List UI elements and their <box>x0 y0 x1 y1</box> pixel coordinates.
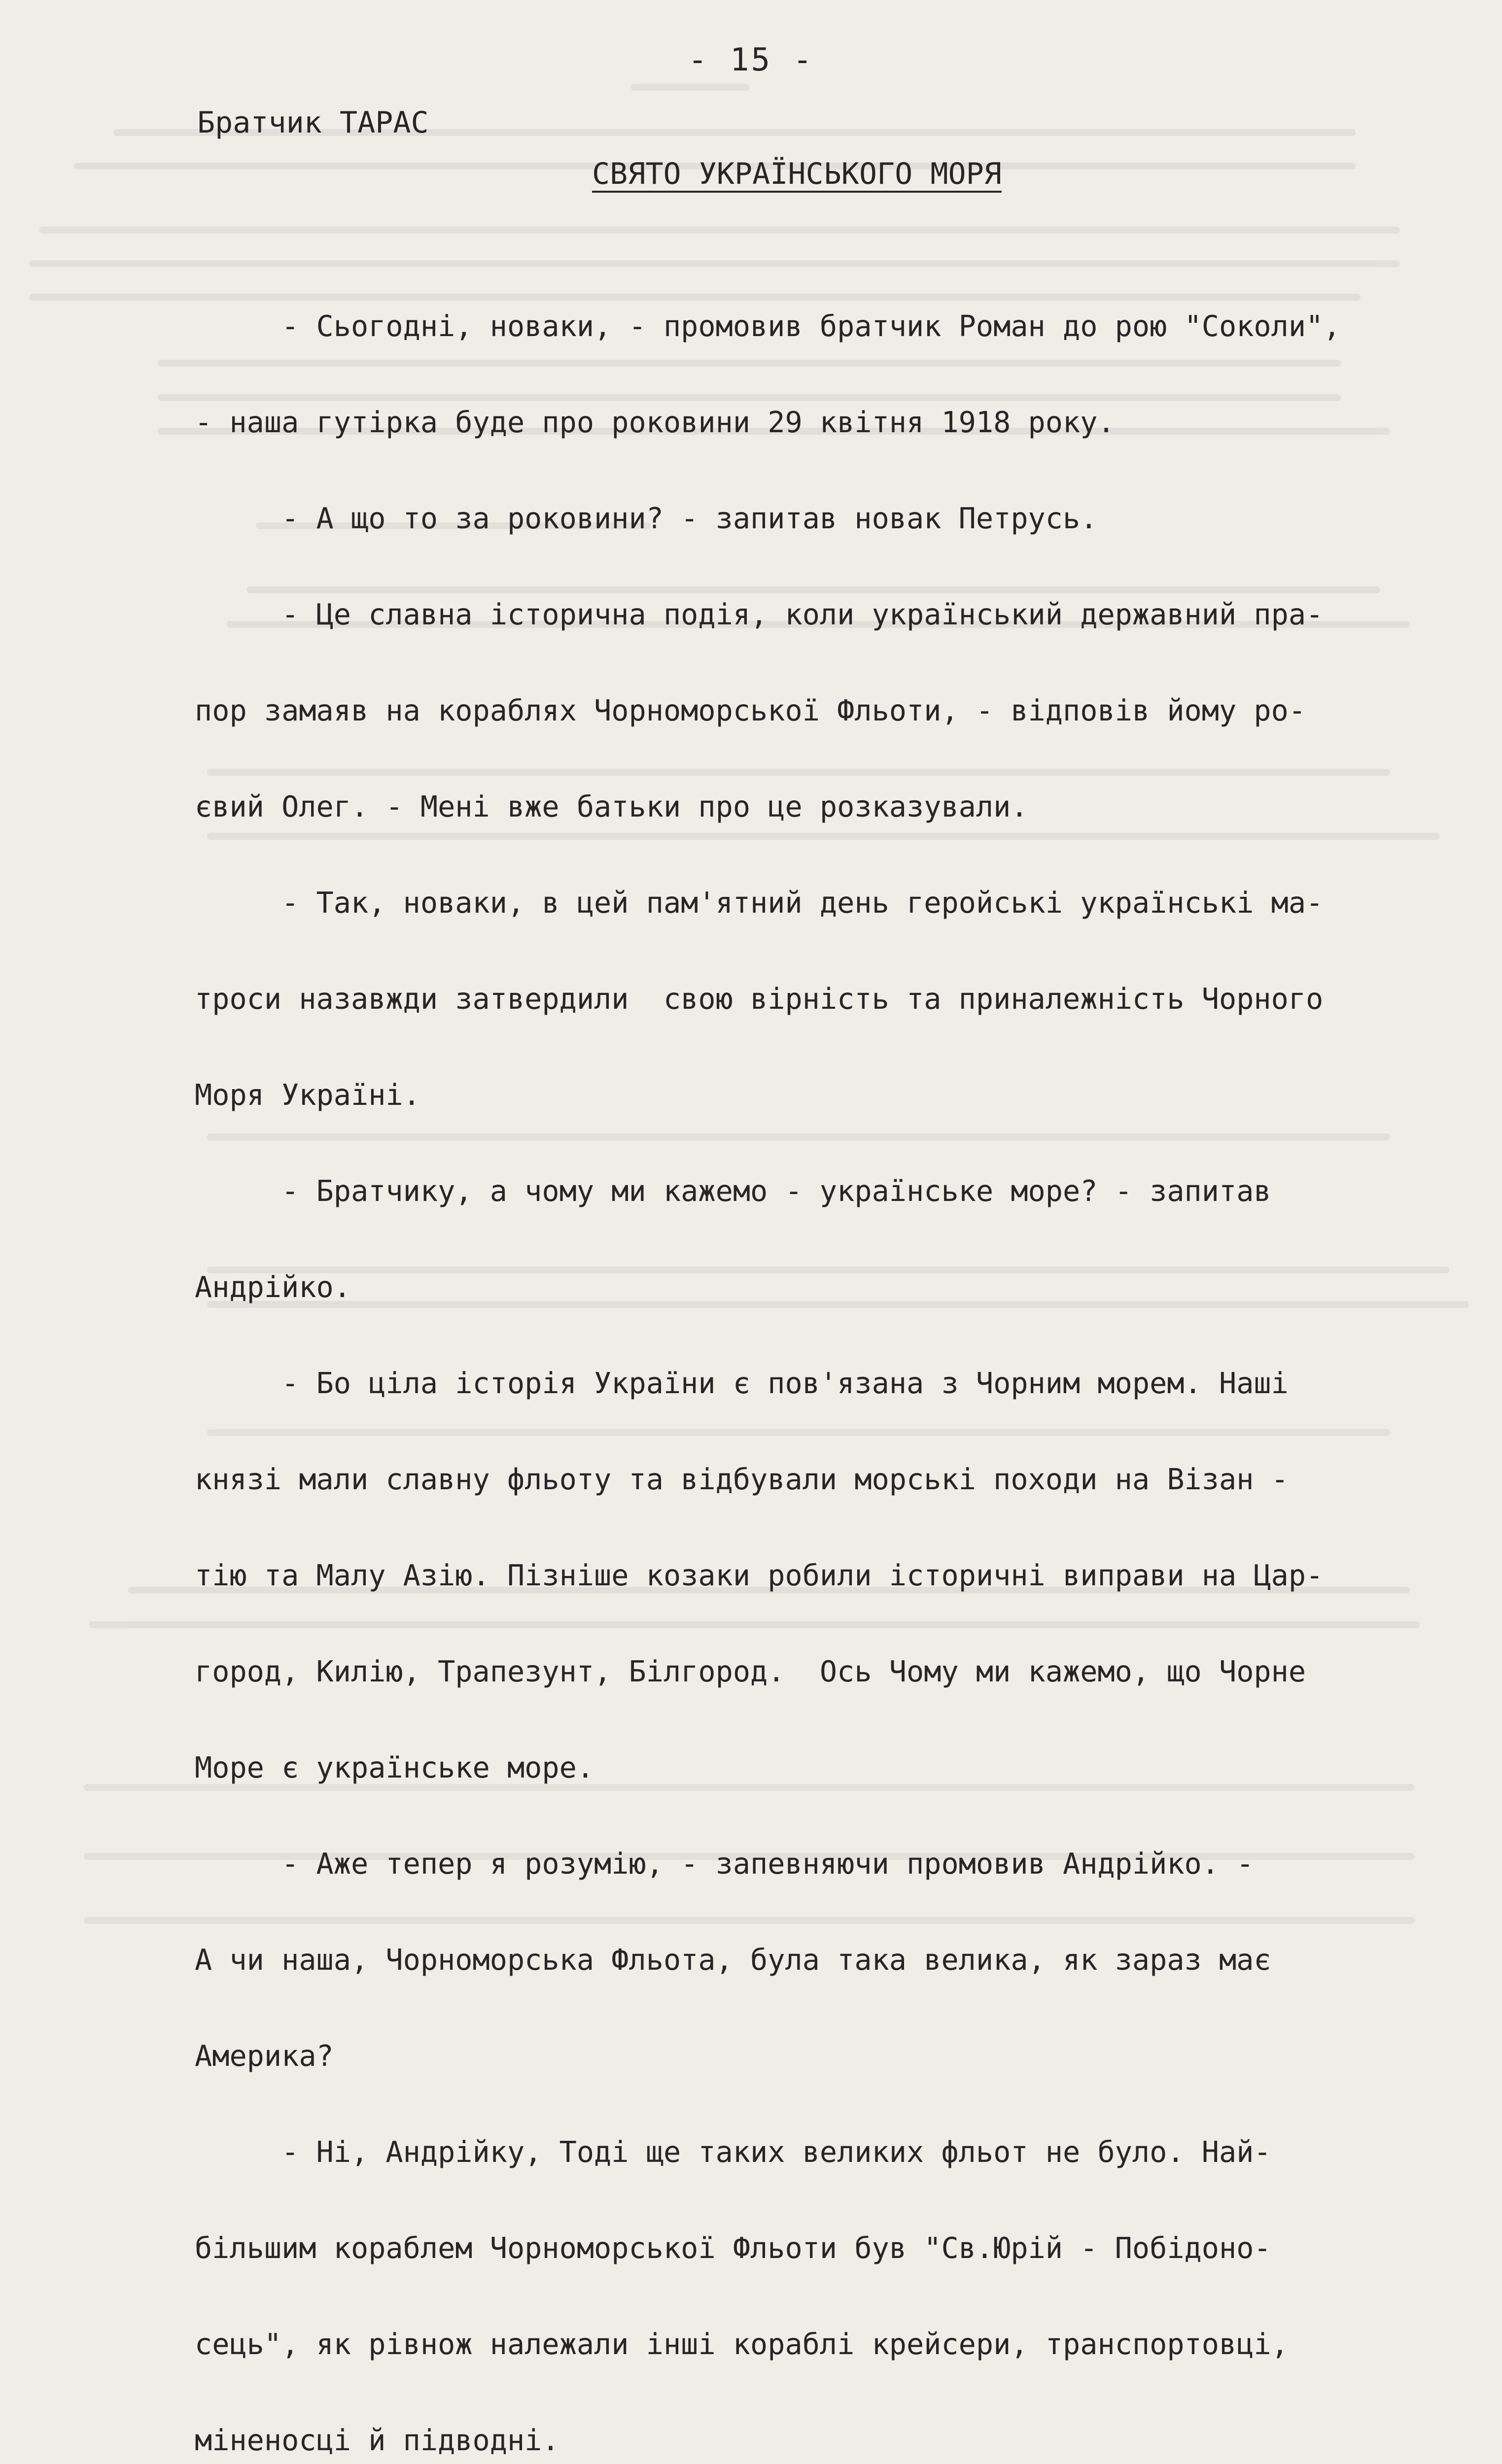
body-text <box>195 246 1471 2464</box>
text-line: Море є українське море. <box>195 1751 594 1784</box>
text-line: троси назавжди затвердили свою вірність та приналежність Чорного <box>195 982 1324 1016</box>
text-line: - А що то за роковини? - запитав новак Петрусь. <box>195 502 1098 535</box>
text-line: Америка? <box>195 2039 334 2073</box>
text-line: князі мали славну фльоту та відбували морські походи на Візан - <box>195 1463 1289 1496</box>
text-line: Моря Україні. <box>195 1078 420 1112</box>
text-line: А чи наша, Чорноморська Фльота, була така велика, як зараз має <box>195 1943 1271 1977</box>
text-line: міненосці й підводні. <box>195 2424 559 2457</box>
text-line: - Це славна історична подія, коли український державний пра- <box>195 598 1324 631</box>
text-line: - Братчику, а чому ми кажемо - українське море? - запитав <box>195 1174 1271 1208</box>
text-line: - Аже тепер я розумію, - запевняючи промовив Андрійко. - <box>195 1847 1254 1881</box>
text-line: пор замаяв на кораблях Чорноморської Фльоти, - відповів йому ро- <box>195 694 1306 727</box>
text-line: - Бо ціла історія України є пов'язана з Чорним морем. Наші <box>195 1367 1289 1400</box>
text-line: - Так, новаки, в цей пам'ятний день геройські українські ма- <box>195 886 1324 920</box>
text-line: - Сьогодні, новаки, - промовив братчик Роман до рою "Соколи", <box>195 309 1341 343</box>
document-title: СВЯТО УКРАЇНСЬКОГО МОРЯ <box>592 157 1002 191</box>
text-line: - Ні, Андрійку, Тоді ще таких великих фльот не було. Най- <box>195 2135 1271 2169</box>
text-line: тію та Малу Азію. Пізніше козаки робили історичні виправи на Цар- <box>195 1559 1324 1592</box>
text-line: Андрійко. <box>195 1270 351 1304</box>
page-number: - 15 - <box>688 42 814 78</box>
text-line: сець", як рівнож належали інші кораблі крейсери, транспортовці, <box>195 2327 1289 2361</box>
author-heading: Братчик ТАРАС <box>197 105 429 140</box>
text-line: євий Олег. - Мені вже батьки про це розказували. <box>195 790 1028 823</box>
text-line: - наша гутірка буде про роковини 29 квітня 1918 року. <box>195 406 1115 439</box>
text-line: більшим кораблем Чорноморської Фльоти був "Св.Юрій - Побідоно- <box>195 2231 1271 2265</box>
text-line: город, Килію, Трапезунт, Білгород. Ось Чому ми кажемо, що Чорне <box>195 1655 1306 1688</box>
